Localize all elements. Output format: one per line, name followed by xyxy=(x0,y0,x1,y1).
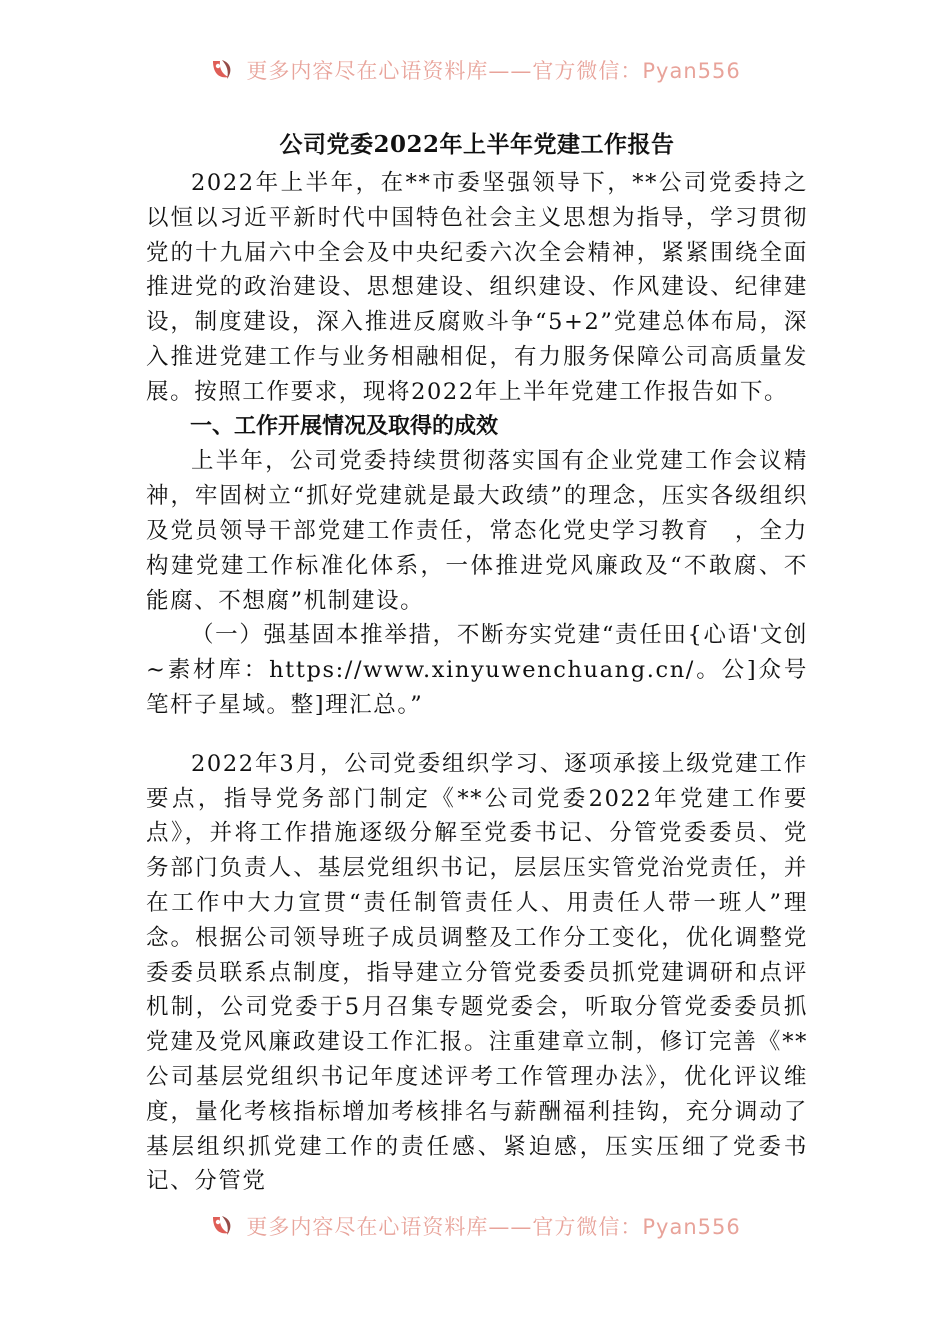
subsection-paragraph: 2022年3月，公司党委组织学习、逐项承接上级党建工作要点，指导党务部门制定《**公司党委2022年党建工作要点》，并将工作措施逐级分解至党委书记、分管党委委员、党务部门负责人、基层党组织书记，层层压实管党治党责任，并在工作中大力宣贯“责任制管责任人、用责任人带一班人”理念。根据公司领导班子成员调整及工作分工变化，优化调整党委委员联系点制度，指导建立分管党委委员抓党建调研和点评机制，公司党委于5月召集专题党委会，听取分管党委委员抓党建及党风廉政建设工作汇报。注重建章立制，修订完善《**公司基层党组织书记年度述评考工作管理办法》，优化评议维度，量化考核指标增加考核排名与薪酬福利挂钩，充分调动了基层组织抓党建工作的责任感、紧迫感，压实压细了党委书记、分管党 xyxy=(146,750,808,1195)
section-heading: 一、工作开展情况及取得的成效 xyxy=(190,413,499,439)
brand-logo-icon xyxy=(209,1213,235,1239)
footer-watermark xyxy=(0,1208,950,1242)
watermark-text: 更多内容尽在心语资料库——官方微信：Pyan556 xyxy=(246,59,741,83)
document-title: 公司党委2022年上半年党建工作报告 xyxy=(279,131,675,158)
document-body xyxy=(146,126,808,1199)
header-watermark xyxy=(0,52,950,86)
intro-paragraph: 2022年上半年，在**市委坚强领导下，**公司党委持之以恒以习近平新时代中国特色社会主义思想为指导，学习贯彻党的十九届六中全会及中央纪委六次全会精神，紧紧围绕全面推进党的政治建设、思想建设、组织建设、作风建设、纪律建设，制度建设，深入推进反腐败斗争“5+2”党建总体布局，深入推进党建工作与业务相融相促，有力服务保障公司高质量发展。按照工作要求，现将2022年上半年党建工作报告如下。 xyxy=(146,170,808,405)
section-paragraph: 上半年，公司党委持续贯彻落实国有企业党建工作会议精神，牢固树立“抓好党建就是最大政绩”的理念，压实各级组织及党员领导干部党建工作责任，常态化党史学习教育 ，全力构建党建工作标准化体系，一体推进党风廉政及“不敢腐、不能腐、不想腐”机制建设。 xyxy=(146,448,808,614)
brand-logo-icon xyxy=(209,57,235,83)
subsection-heading: （一）强基固本推举措，不断夯实党建“责任田{心语'文创~素材库：https://www.xinyuwenchuang.cn/。公]众号笔杆子星域。整]理汇总。” xyxy=(146,622,808,718)
paragraph-gap xyxy=(146,723,808,747)
watermark-text: 更多内容尽在心语资料库——官方微信：Pyan556 xyxy=(246,1215,741,1239)
